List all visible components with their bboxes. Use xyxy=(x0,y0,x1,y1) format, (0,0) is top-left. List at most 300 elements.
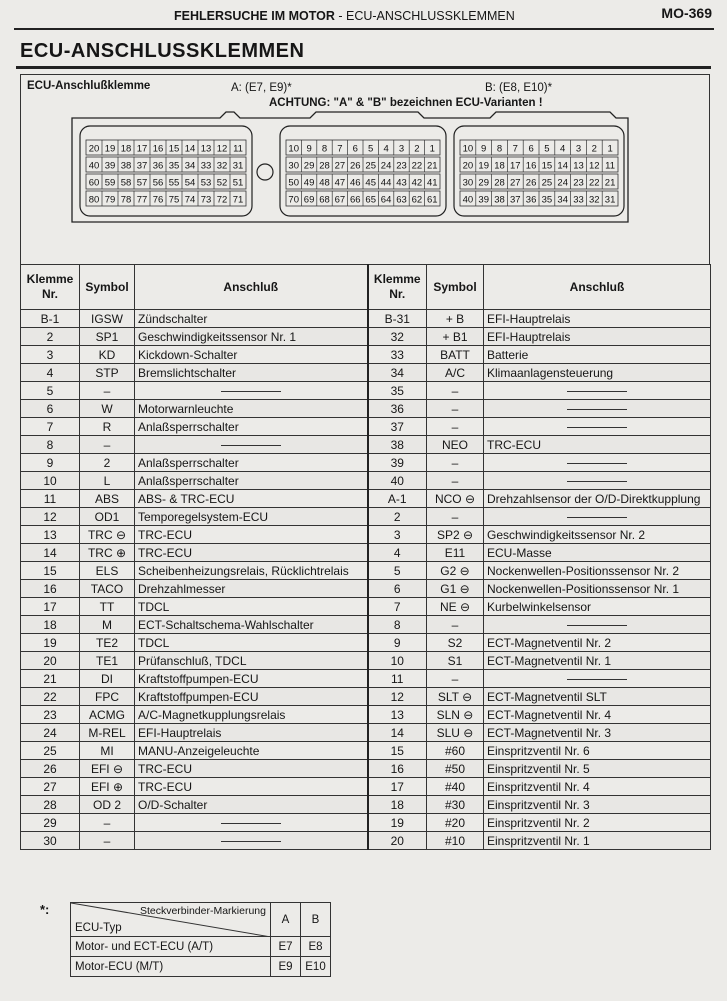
diag-bottom-label: ECU-Typ xyxy=(75,922,122,934)
terminal-symbol: M xyxy=(80,616,135,634)
pin-number: 25 xyxy=(365,160,376,172)
variant-b-value: E10 xyxy=(301,957,331,977)
pin-number: 28 xyxy=(319,160,330,172)
pin-number: 15 xyxy=(541,160,553,172)
connector-label: ECU-Anschlußklemme xyxy=(27,80,151,92)
pin-number: 38 xyxy=(494,194,505,206)
terminal-number: 14 xyxy=(368,724,427,742)
pin-number: 16 xyxy=(525,160,537,172)
pin-number: 48 xyxy=(319,177,330,189)
terminal-number: 33 xyxy=(368,346,427,364)
terminal-connection: Einspritzventil Nr. 6 xyxy=(484,742,711,760)
terminal-number: 16 xyxy=(368,760,427,778)
pin-number: 7 xyxy=(512,143,518,155)
pin-number: 33 xyxy=(200,160,212,172)
terminal-connection: EFI-Hauptrelais xyxy=(484,310,711,328)
terminal-number: 15 xyxy=(368,742,427,760)
pin-number: 22 xyxy=(589,177,600,189)
pin-number: 45 xyxy=(365,177,376,189)
pin-number: 31 xyxy=(232,160,244,172)
terminal-symbol: – xyxy=(427,670,484,688)
terminal-connection: MANU-Anzeigeleuchte xyxy=(135,742,368,760)
terminal-connection: Temporegelsystem-ECU xyxy=(135,508,368,526)
terminal-number: 14 xyxy=(21,544,80,562)
terminal-connection: ECT-Magnetventil Nr. 3 xyxy=(484,724,711,742)
terminal-symbol: FPC xyxy=(80,688,135,706)
pin-number: 41 xyxy=(427,177,438,189)
pin-number: 3 xyxy=(575,143,582,155)
pin-number: 32 xyxy=(216,160,228,172)
terminal-number: 40 xyxy=(368,472,427,490)
pin-number: 49 xyxy=(303,177,315,189)
terminal-symbol: NEO xyxy=(427,436,484,454)
terminal-symbol: #30 xyxy=(427,796,484,814)
pin-number: 16 xyxy=(152,143,164,155)
pin-number: 5 xyxy=(544,143,550,155)
terminal-connection: Kickdown-Schalter xyxy=(135,346,368,364)
header-section: FEHLERSUCHE IM MOTOR xyxy=(174,9,335,23)
table-row xyxy=(21,652,711,670)
pin-number: 2 xyxy=(414,143,420,155)
terminal-symbol: #40 xyxy=(427,778,484,796)
title-rule xyxy=(16,66,711,69)
header-title xyxy=(174,9,515,23)
terminal-number: 13 xyxy=(21,526,80,544)
terminal-number: 25 xyxy=(21,742,80,760)
terminal-number: 4 xyxy=(368,544,427,562)
terminal-connection xyxy=(484,508,711,526)
terminal-connection: ECT-Schaltschema-Wahlschalter xyxy=(135,616,368,634)
pin-number: 37 xyxy=(136,160,148,172)
terminal-number: 21 xyxy=(21,670,80,688)
table-row xyxy=(21,472,711,490)
pin-number: 46 xyxy=(350,177,361,189)
terminal-connection: ECT-Magnetventil Nr. 4 xyxy=(484,706,711,724)
pin-number: 78 xyxy=(120,194,132,206)
terminal-symbol: ACMG xyxy=(80,706,135,724)
pin-number: 25 xyxy=(541,177,553,189)
terminal-connection: Einspritzventil Nr. 1 xyxy=(484,832,711,850)
pin-number: 40 xyxy=(462,194,474,206)
terminal-connection: Zündschalter xyxy=(135,310,368,328)
terminal-symbol: + B1 xyxy=(427,328,484,346)
terminal-number: 13 xyxy=(368,706,427,724)
terminal-symbol: A/C xyxy=(427,364,484,382)
pin-number: 14 xyxy=(184,143,196,155)
pin-number: 62 xyxy=(411,194,423,206)
terminal-connection: Anlaßsperrschalter xyxy=(135,418,368,436)
terminal-number: 39 xyxy=(368,454,427,472)
variant-row xyxy=(71,937,331,957)
pin-number: 59 xyxy=(104,177,116,189)
terminal-connection: ECT-Magnetventil SLT xyxy=(484,688,711,706)
table-row xyxy=(21,634,711,652)
terminal-symbol: STP xyxy=(80,364,135,382)
terminal-connection: Anlaßsperrschalter xyxy=(135,472,368,490)
terminal-number: 11 xyxy=(368,670,427,688)
variant-col-b: B xyxy=(301,903,331,937)
pin-number: 51 xyxy=(232,177,244,189)
pin-number: 6 xyxy=(352,143,358,155)
terminal-connection: TRC-ECU xyxy=(135,778,368,796)
table-row xyxy=(21,346,711,364)
pin-number: 6 xyxy=(528,143,534,155)
terminal-symbol: SP2 ⊖ xyxy=(427,526,484,544)
terminal-symbol: #50 xyxy=(427,760,484,778)
pin-number: 23 xyxy=(573,177,584,189)
terminal-number: 18 xyxy=(368,796,427,814)
terminal-number: 36 xyxy=(368,400,427,418)
pin-number: 3 xyxy=(398,143,405,155)
terminal-symbol: SLU ⊖ xyxy=(427,724,484,742)
pin-number: 68 xyxy=(319,194,330,206)
pin-number: 27 xyxy=(334,160,346,172)
terminal-symbol: – xyxy=(427,616,484,634)
terminal-symbol: – xyxy=(427,418,484,436)
terminal-number: 20 xyxy=(21,652,80,670)
terminal-connection xyxy=(484,382,711,400)
empty-line xyxy=(567,427,627,428)
terminal-connection: Nockenwellen-Positionssensor Nr. 2 xyxy=(484,562,711,580)
terminal-number: 9 xyxy=(21,454,80,472)
variant-a-value: E7 xyxy=(271,937,301,957)
terminal-number: 38 xyxy=(368,436,427,454)
pin-number: 74 xyxy=(184,194,196,206)
table-row xyxy=(21,418,711,436)
terminal-symbol: – xyxy=(427,454,484,472)
pin-number: 34 xyxy=(184,160,196,172)
table-row xyxy=(21,778,711,796)
terminal-connection: Kraftstoffpumpen-ECU xyxy=(135,688,368,706)
empty-line xyxy=(221,841,281,842)
pin-number: 1 xyxy=(429,143,435,155)
terminal-connection: EFI-Hauptrelais xyxy=(135,724,368,742)
terminal-connection xyxy=(484,454,711,472)
pin-number: 15 xyxy=(168,143,180,155)
pin-number: 7 xyxy=(337,143,343,155)
table-row xyxy=(21,796,711,814)
terminal-number: 22 xyxy=(21,688,80,706)
terminal-symbol: E11 xyxy=(427,544,484,562)
terminal-symbol: TRC ⊖ xyxy=(80,526,135,544)
empty-line xyxy=(221,823,281,824)
terminal-number: 8 xyxy=(21,436,80,454)
terminal-number: 3 xyxy=(21,346,80,364)
terminal-number: 19 xyxy=(368,814,427,832)
variant-table xyxy=(70,902,331,977)
table-row xyxy=(21,598,711,616)
terminal-symbol: TRC ⊕ xyxy=(80,544,135,562)
variant-b-value: E8 xyxy=(301,937,331,957)
empty-line xyxy=(221,445,281,446)
terminal-symbol: SLN ⊖ xyxy=(427,706,484,724)
terminal-symbol: #10 xyxy=(427,832,484,850)
col-header-klemme-left: Klemme Nr. xyxy=(21,265,80,310)
pin-number: 54 xyxy=(184,177,196,189)
empty-line xyxy=(567,463,627,464)
pin-number: 35 xyxy=(541,194,553,206)
pin-number: 11 xyxy=(605,160,616,172)
terminal-number: 24 xyxy=(21,724,80,742)
terminal-connection xyxy=(135,382,368,400)
terminal-number: A-1 xyxy=(368,490,427,508)
pin-number: 19 xyxy=(104,143,116,155)
terminal-number: B-1 xyxy=(21,310,80,328)
pin-number: 22 xyxy=(411,160,423,172)
variant-row xyxy=(71,957,331,977)
table-row xyxy=(21,760,711,778)
pin-number: 18 xyxy=(494,160,505,172)
table-row xyxy=(21,454,711,472)
col-header-anschluss-left: Anschluß xyxy=(135,265,368,310)
terminal-number: 34 xyxy=(368,364,427,382)
terminal-number: 17 xyxy=(21,598,80,616)
terminal-symbol: G2 ⊖ xyxy=(427,562,484,580)
pin-number: 39 xyxy=(478,194,489,206)
pin-number: 56 xyxy=(152,177,164,189)
terminal-symbol: G1 ⊖ xyxy=(427,580,484,598)
terminal-number: 10 xyxy=(21,472,80,490)
pin-number: 47 xyxy=(334,177,346,189)
empty-line xyxy=(567,409,627,410)
table-row xyxy=(21,742,711,760)
terminal-symbol: S2 xyxy=(427,634,484,652)
pin-number: 26 xyxy=(350,160,361,172)
pin-number: 66 xyxy=(350,194,361,206)
terminal-connection: Geschwindigkeitssensor Nr. 1 xyxy=(135,328,368,346)
terminal-symbol: OD 2 xyxy=(80,796,135,814)
diag-top-label: Steckverbinder-Markierung xyxy=(139,905,266,917)
terminal-number: 6 xyxy=(368,580,427,598)
terminal-connection: TDCL xyxy=(135,598,368,616)
table-row xyxy=(21,832,711,850)
table-row xyxy=(21,706,711,724)
page-number: MO-369 xyxy=(661,5,712,21)
empty-line xyxy=(567,481,627,482)
terminal-number: 32 xyxy=(368,328,427,346)
terminal-number: 6 xyxy=(21,400,80,418)
table-row xyxy=(21,670,711,688)
terminal-table xyxy=(20,264,711,850)
pin-number: 75 xyxy=(168,194,180,206)
terminal-number: 7 xyxy=(21,418,80,436)
pin-number: 5 xyxy=(368,143,374,155)
pin-number: 13 xyxy=(573,160,584,172)
pin-number: 53 xyxy=(200,177,212,189)
variant-header-row xyxy=(71,903,331,937)
terminal-connection: Prüfanschluß, TDCL xyxy=(135,652,368,670)
terminal-connection xyxy=(484,418,711,436)
table-row xyxy=(21,544,711,562)
terminal-connection: TRC-ECU xyxy=(135,760,368,778)
terminal-number: 2 xyxy=(368,508,427,526)
terminal-connection: TRC-ECU xyxy=(135,544,368,562)
table-row xyxy=(21,526,711,544)
terminal-symbol: EFI ⊖ xyxy=(80,760,135,778)
empty-line xyxy=(221,391,281,392)
pin-number: 55 xyxy=(168,177,180,189)
pin-number: 57 xyxy=(136,177,148,189)
terminal-number: 7 xyxy=(368,598,427,616)
pin-number: 36 xyxy=(525,194,537,206)
pin-number: 20 xyxy=(462,160,474,172)
table-row xyxy=(21,490,711,508)
terminal-connection: Batterie xyxy=(484,346,711,364)
terminal-symbol: W xyxy=(80,400,135,418)
terminal-symbol: DI xyxy=(80,670,135,688)
terminal-connection: Einspritzventil Nr. 3 xyxy=(484,796,711,814)
terminal-symbol: 2 xyxy=(80,454,135,472)
terminal-number: B-31 xyxy=(368,310,427,328)
table-row xyxy=(21,814,711,832)
terminal-symbol: ABS xyxy=(80,490,135,508)
terminal-symbol: KD xyxy=(80,346,135,364)
pin-number: 38 xyxy=(120,160,132,172)
terminal-symbol: IGSW xyxy=(80,310,135,328)
terminal-number: 28 xyxy=(21,796,80,814)
terminal-number: 10 xyxy=(368,652,427,670)
terminal-number: 37 xyxy=(368,418,427,436)
pin-number: 67 xyxy=(334,194,346,206)
terminal-connection xyxy=(484,616,711,634)
locator-hole xyxy=(257,164,273,180)
pin-number: 18 xyxy=(120,143,132,155)
terminal-connection: Kurbelwinkelsensor xyxy=(484,598,711,616)
table-row xyxy=(21,328,711,346)
pin-number: 28 xyxy=(494,177,505,189)
pin-number: 2 xyxy=(591,143,597,155)
pin-number: 52 xyxy=(216,177,228,189)
pin-number: 50 xyxy=(288,177,299,189)
terminal-number: 5 xyxy=(368,562,427,580)
pin-number: 43 xyxy=(396,177,407,189)
variant-a-value: E9 xyxy=(271,957,301,977)
variant-b-label: B: (E8, E10)* xyxy=(485,82,553,94)
pin-number: 76 xyxy=(152,194,164,206)
pin-number: 60 xyxy=(88,177,100,189)
terminal-connection: ECT-Magnetventil Nr. 2 xyxy=(484,634,711,652)
table-row xyxy=(21,364,711,382)
col-header-anschluss-right: Anschluß xyxy=(484,265,711,310)
terminal-symbol: MI xyxy=(80,742,135,760)
pin-number: 80 xyxy=(88,194,100,206)
pin-number: 8 xyxy=(321,143,328,155)
pin-number: 21 xyxy=(427,160,438,172)
terminal-connection xyxy=(135,832,368,850)
pin-number: 64 xyxy=(380,194,392,206)
terminal-symbol: L xyxy=(80,472,135,490)
header-subsection: - ECU-ANSCHLUSSKLEMMEN xyxy=(334,9,515,23)
pin-number: 4 xyxy=(560,143,566,155)
terminal-connection: EFI-Hauptrelais xyxy=(484,328,711,346)
terminal-number: 23 xyxy=(21,706,80,724)
pin-number: 69 xyxy=(303,194,315,206)
terminal-connection: Anlaßsperrschalter xyxy=(135,454,368,472)
terminal-connection: Scheibenheizungsrelais, Rücklichtrelais xyxy=(135,562,368,580)
pin-number: 30 xyxy=(288,160,299,172)
variant-diagonal-header xyxy=(71,903,271,937)
pin-number: 33 xyxy=(573,194,584,206)
pin-number: 61 xyxy=(427,194,438,206)
terminal-symbol: – xyxy=(427,382,484,400)
terminal-symbol: SP1 xyxy=(80,328,135,346)
terminal-connection: TDCL xyxy=(135,634,368,652)
terminal-symbol: – xyxy=(427,400,484,418)
pin-number: 20 xyxy=(88,143,100,155)
terminal-symbol: – xyxy=(80,814,135,832)
pin-number: 32 xyxy=(589,194,600,206)
terminal-number: 12 xyxy=(368,688,427,706)
pin-number: 29 xyxy=(478,177,489,189)
terminal-symbol: ELS xyxy=(80,562,135,580)
pin-number: 58 xyxy=(120,177,132,189)
pin-number: 11 xyxy=(233,143,243,155)
pin-number: 65 xyxy=(365,194,376,206)
terminal-number: 20 xyxy=(368,832,427,850)
terminal-symbol: – xyxy=(80,382,135,400)
pin-number: 26 xyxy=(525,177,537,189)
col-header-klemme-right: Klemme Nr. xyxy=(368,265,427,310)
pin-number: 24 xyxy=(380,160,392,172)
terminal-connection xyxy=(484,472,711,490)
pin-number: 39 xyxy=(104,160,116,172)
terminal-connection: ABS- & TRC-ECU xyxy=(135,490,368,508)
col-header-symbol-left: Symbol xyxy=(80,265,135,310)
pin-number: 19 xyxy=(478,160,489,172)
terminal-connection xyxy=(484,400,711,418)
pin-number: 72 xyxy=(216,194,228,206)
terminal-symbol: – xyxy=(427,472,484,490)
pin-number: 35 xyxy=(168,160,180,172)
page-header xyxy=(14,5,714,30)
terminal-connection xyxy=(135,814,368,832)
terminal-connection: Geschwindigkeitssensor Nr. 2 xyxy=(484,526,711,544)
table-row xyxy=(21,508,711,526)
table-row xyxy=(21,382,711,400)
terminal-number: 27 xyxy=(21,778,80,796)
pin-number: 31 xyxy=(604,194,616,206)
terminal-number: 30 xyxy=(21,832,80,850)
variant-type: Motor-ECU (M/T) xyxy=(71,957,271,977)
table-row xyxy=(21,724,711,742)
col-header-symbol-right: Symbol xyxy=(427,265,484,310)
terminal-connection: Nockenwellen-Positionssensor Nr. 1 xyxy=(484,580,711,598)
pin-number: 10 xyxy=(288,143,299,155)
variant-col-a: A xyxy=(271,903,301,937)
variant-type: Motor- und ECT-ECU (A/T) xyxy=(71,937,271,957)
pin-number: 77 xyxy=(136,194,148,206)
pin-number: 36 xyxy=(152,160,164,172)
terminal-symbol: EFI ⊕ xyxy=(80,778,135,796)
terminal-symbol: M-REL xyxy=(80,724,135,742)
pin-number: 21 xyxy=(604,177,616,189)
pin-number: 42 xyxy=(411,177,423,189)
terminal-number: 16 xyxy=(21,580,80,598)
terminal-number: 2 xyxy=(21,328,80,346)
pin-number: 9 xyxy=(481,143,487,155)
terminal-connection: TRC-ECU xyxy=(135,526,368,544)
pin-number: 27 xyxy=(510,177,521,189)
terminal-number: 17 xyxy=(368,778,427,796)
pin-number: 29 xyxy=(303,160,315,172)
terminal-connection: Kraftstoffpumpen-ECU xyxy=(135,670,368,688)
terminal-symbol: NCO ⊖ xyxy=(427,490,484,508)
terminal-connection: ECU-Masse xyxy=(484,544,711,562)
pin-number: 14 xyxy=(557,160,568,172)
terminal-connection: ECT-Magnetventil Nr. 1 xyxy=(484,652,711,670)
empty-line xyxy=(567,679,627,680)
pin-number: 37 xyxy=(510,194,521,206)
